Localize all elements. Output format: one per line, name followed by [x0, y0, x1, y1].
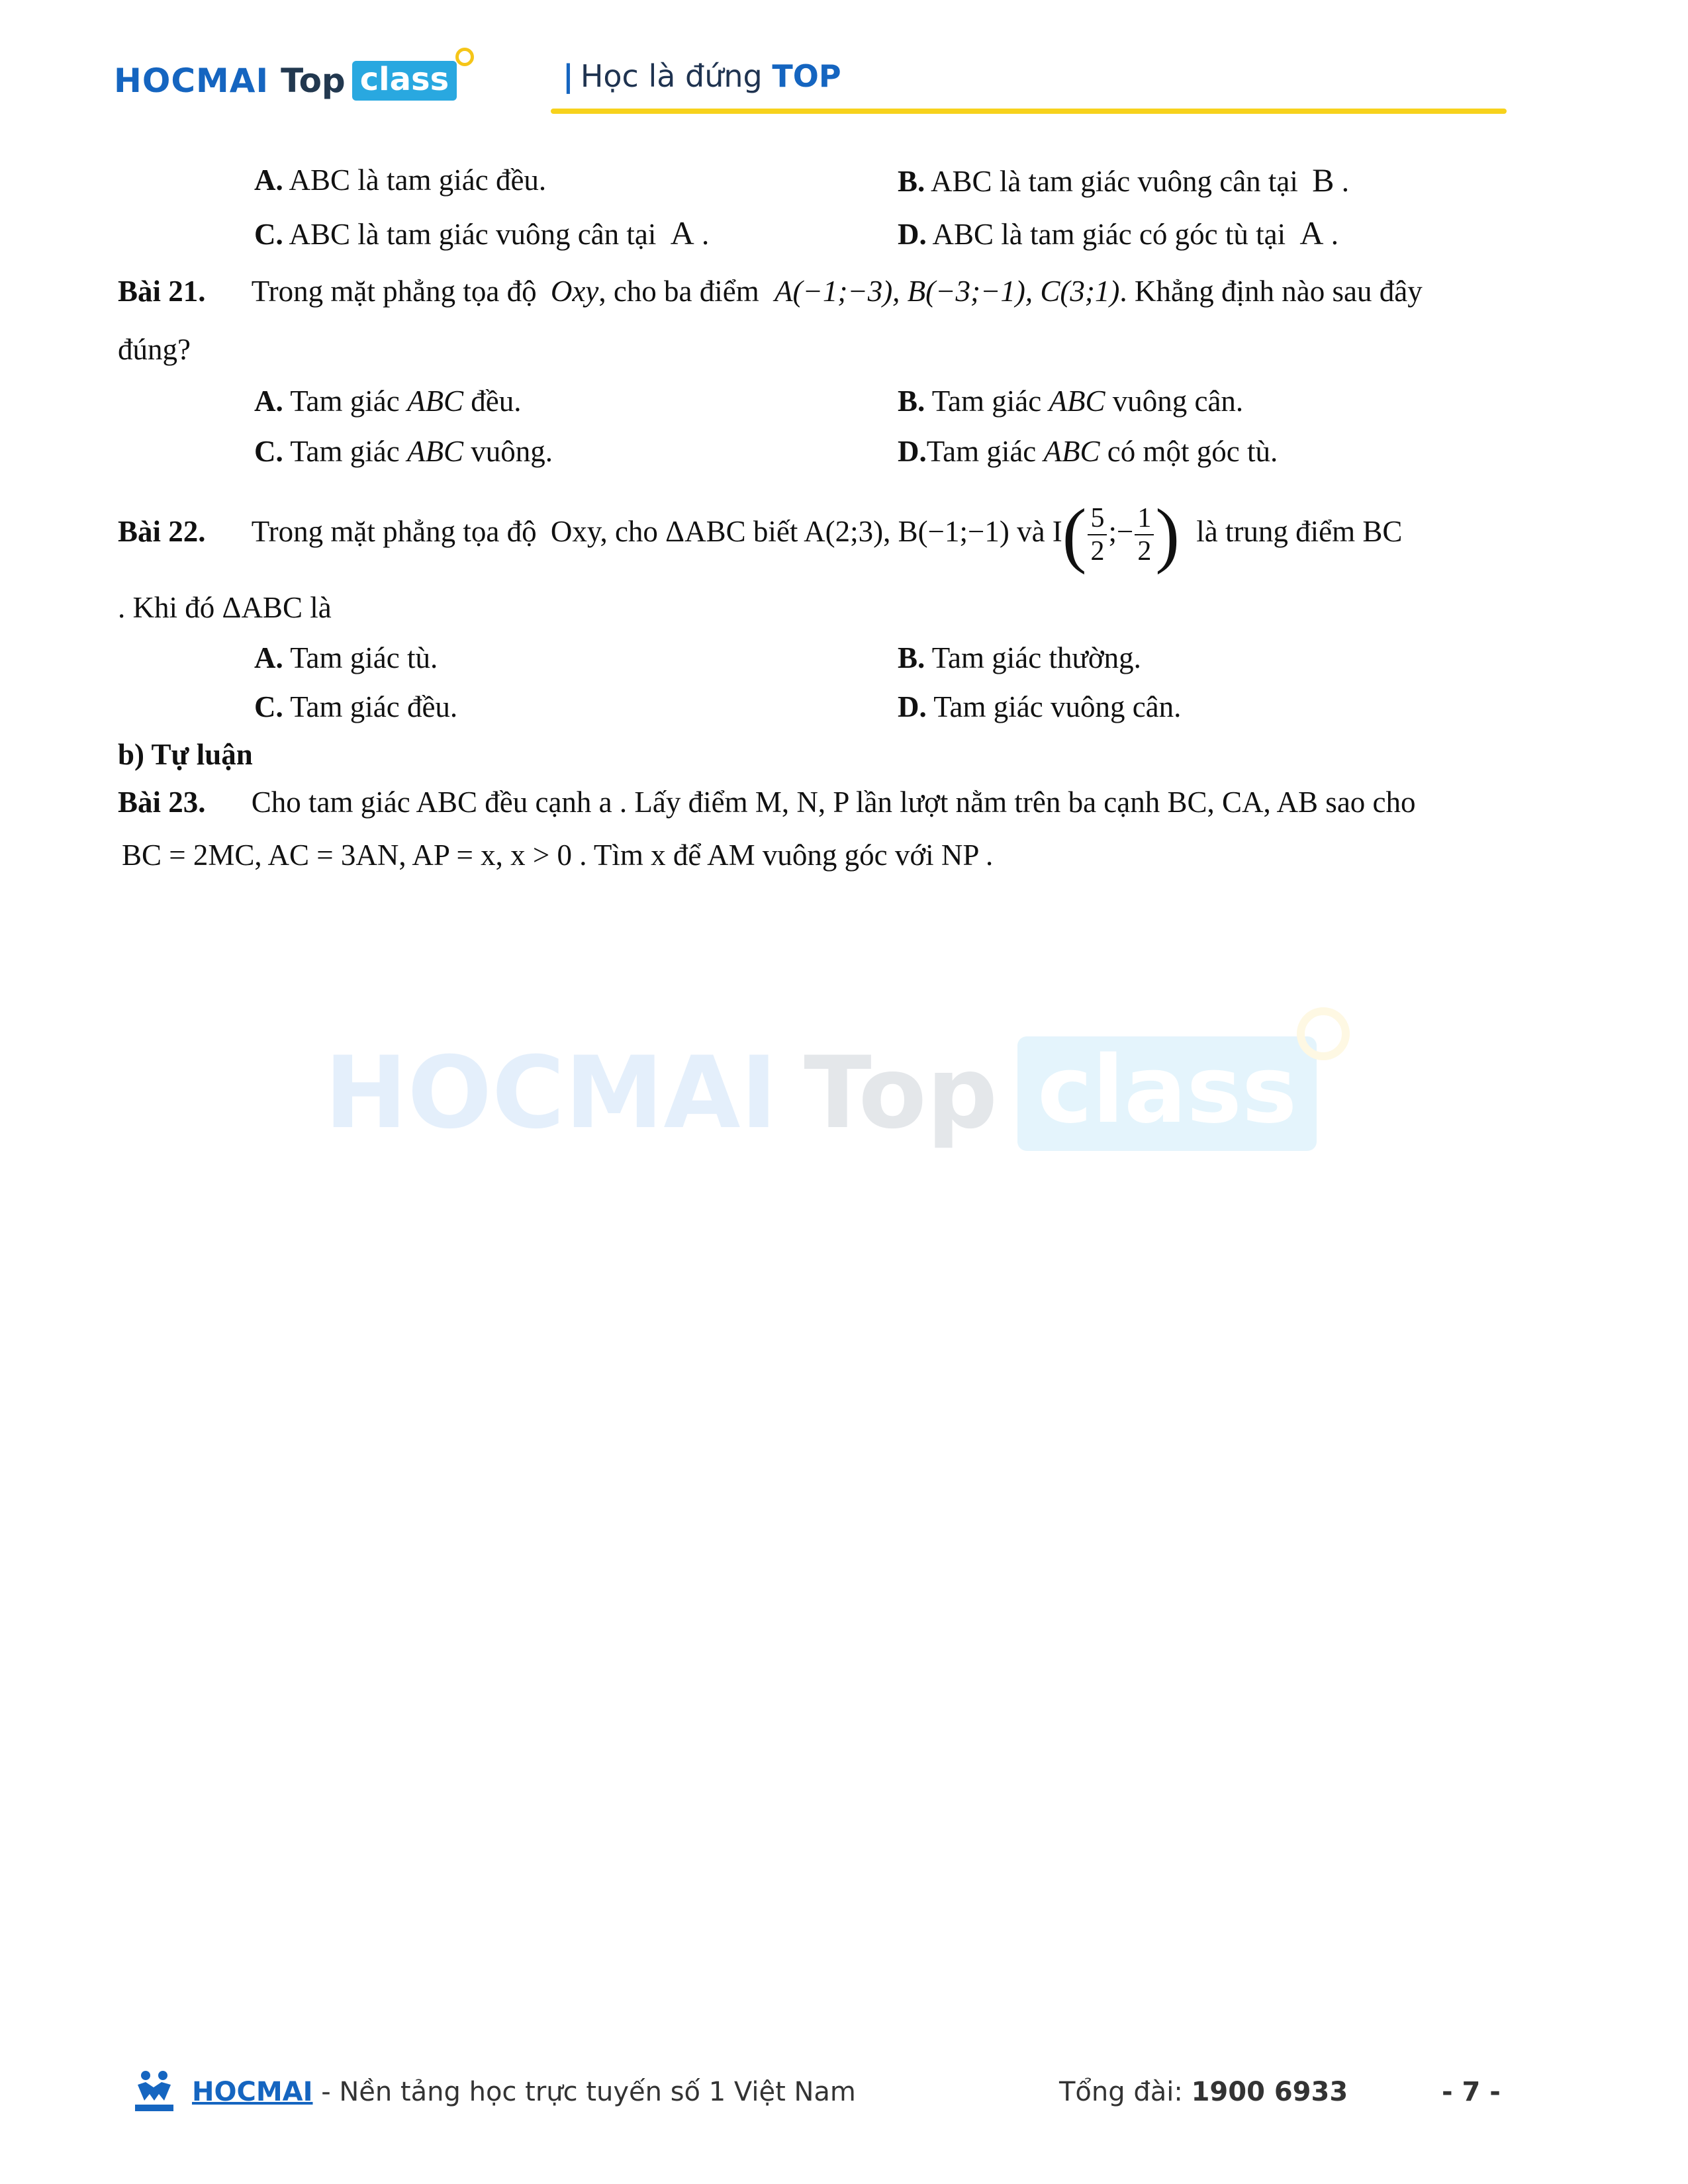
q22-option-b	[898, 639, 1141, 676]
q22-stem-line1	[118, 494, 1568, 575]
option-end: .	[1331, 218, 1338, 251]
question-text: đúng?	[118, 333, 191, 366]
tagline-top: TOP	[772, 58, 841, 94]
q20-option-a	[254, 161, 546, 199]
option-text: ABC là tam giác đều.	[289, 163, 547, 197]
option-text: Tam giác	[926, 435, 1037, 468]
footer-slogan-text: - Nền tảng học trực tuyến số 1 Việt Nam	[312, 2077, 856, 2107]
fraction-5-2	[1088, 502, 1107, 567]
option-text: Tam giác vuông cân.	[933, 690, 1182, 723]
q20-option-c	[254, 214, 709, 253]
header-divider	[551, 109, 1507, 114]
fraction-1-2	[1135, 502, 1154, 567]
page-number: - 7 -	[1442, 2077, 1501, 2107]
option-end: có một góc tù.	[1107, 435, 1278, 468]
option-point: A	[670, 214, 694, 251]
question-text: . Khi đó ΔABC là	[118, 591, 332, 624]
tagline-text: Học là đứng	[580, 58, 763, 94]
math-abc: ABC	[406, 385, 463, 418]
option-end: đều.	[471, 385, 522, 418]
watermark-class-badge	[1017, 1036, 1317, 1151]
option-text: ABC là tam giác có góc tù tại	[932, 218, 1286, 251]
q20-option-d	[898, 214, 1338, 253]
option-text: Tam giác	[931, 385, 1042, 418]
left-paren: (	[1062, 494, 1087, 575]
option-label: A.	[254, 163, 283, 197]
option-end: vuông.	[471, 435, 553, 468]
option-label: C.	[254, 218, 283, 251]
option-label: B.	[898, 385, 925, 418]
q21-option-b	[898, 383, 1243, 420]
option-label: C.	[254, 435, 283, 468]
q21-stem-line2	[118, 331, 191, 368]
right-paren: )	[1155, 494, 1180, 575]
footer-hotline	[1059, 2077, 1348, 2107]
question-text: , cho ba điểm	[598, 275, 759, 308]
tagline-separator: |	[563, 58, 574, 94]
option-label: A.	[254, 641, 283, 674]
logo-class-badge	[352, 61, 457, 101]
q21-option-c	[254, 433, 553, 470]
math-points: A(−1;−3), B(−3;−1), C(3;1)	[774, 275, 1120, 308]
option-label: B.	[898, 165, 925, 198]
question-text: . Khẳng định nào sau đây	[1119, 275, 1423, 308]
q23-stem-line2	[122, 837, 993, 874]
math-oxy: Oxy	[550, 515, 600, 548]
question-text: là trung điểm BC	[1196, 515, 1403, 548]
option-text: ABC là tam giác vuông cân tại	[289, 218, 657, 251]
math-abc: ABC	[406, 435, 463, 468]
option-text: Tam giác tù.	[290, 641, 438, 674]
question-text: BC = 2MC, AC = 3AN, AP = x, x > 0 . Tìm x để AM vuông góc với NP .	[122, 839, 994, 872]
footer-slogan	[192, 2077, 856, 2107]
math-abc: ABC	[1049, 385, 1105, 418]
watermark	[324, 1036, 1317, 1151]
watermark-top: Top	[804, 1036, 998, 1151]
question-label: Bài 23.	[118, 786, 206, 819]
q22-option-c	[254, 688, 457, 725]
fraction-numerator: 5	[1088, 502, 1107, 535]
option-text: Tam giác	[290, 385, 400, 418]
option-point: B	[1312, 161, 1335, 199]
section-heading: b) Tự luận	[118, 738, 253, 771]
header-tagline	[563, 58, 841, 94]
option-end: .	[1341, 165, 1350, 198]
option-label: B.	[898, 641, 925, 674]
option-label: D.	[898, 218, 927, 251]
fraction-numerator: 1	[1135, 502, 1154, 535]
q23-stem-line1	[118, 784, 1568, 821]
question-label: Bài 22.	[118, 515, 206, 548]
fraction-denominator: 2	[1137, 535, 1152, 567]
footer-tel-number: 1900 6933	[1191, 2077, 1348, 2107]
math-abc: ABC	[1043, 435, 1100, 468]
footer-tel-label: Tổng đài:	[1059, 2077, 1192, 2107]
math-oxy: Oxy	[550, 275, 599, 308]
watermark-class: class	[1037, 1036, 1297, 1144]
option-end: vuông cân.	[1112, 385, 1244, 418]
option-label: A.	[254, 385, 283, 418]
q21-option-a	[254, 383, 521, 420]
option-label: C.	[254, 690, 283, 723]
option-text: Tam giác	[290, 435, 400, 468]
question-text: , cho ΔABC biết A(2;3), B(−1;−1) và I	[600, 515, 1062, 548]
option-text: Tam giác thường.	[931, 641, 1141, 674]
q22-option-a	[254, 639, 438, 676]
option-text: ABC là tam giác vuông cân tại	[931, 165, 1298, 198]
q22-stem-line2	[118, 589, 332, 626]
question-text: Cho tam giác ABC đều cạnh a . Lấy điểm M, N, P lần lượt nằm trên ba cạnh BC, CA, AB sao cho	[251, 786, 1416, 819]
question-label: Bài 21.	[118, 275, 206, 308]
option-label: D.	[898, 435, 927, 468]
sun-icon	[455, 48, 474, 66]
option-text: Tam giác đều.	[290, 690, 458, 723]
q22-option-d	[898, 688, 1181, 725]
footer-brand-link[interactable]: HOCMAI	[192, 2077, 313, 2107]
sun-icon	[1297, 1007, 1350, 1060]
q21-stem-line1	[118, 273, 1568, 310]
option-label: D.	[898, 690, 927, 723]
logo-top-text: Top	[281, 62, 346, 100]
q20-option-b	[898, 161, 1349, 200]
logo-class-text: class	[359, 61, 449, 98]
math-separator: ;−	[1108, 515, 1134, 548]
question-text: Trong mặt phẳng tọa độ	[251, 515, 537, 548]
watermark-hocmai: HOCMAI	[324, 1036, 778, 1151]
question-text: Trong mặt phẳng tọa độ	[251, 275, 537, 308]
fraction-denominator: 2	[1090, 535, 1105, 567]
logo-hocmai-text: HOCMAI	[114, 62, 269, 100]
q21-option-d	[898, 433, 1278, 470]
option-point: A	[1299, 214, 1324, 251]
hocmai-logo-icon	[131, 2068, 177, 2114]
option-end: .	[702, 218, 710, 251]
header-logo	[114, 54, 457, 107]
